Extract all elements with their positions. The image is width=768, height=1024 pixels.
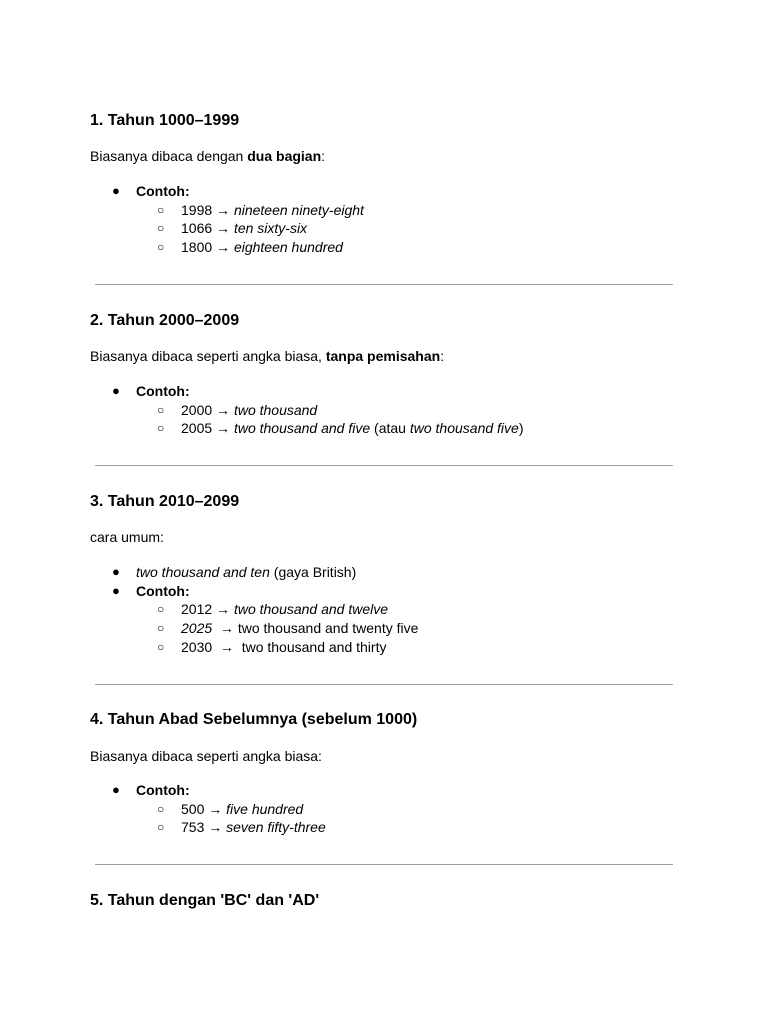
section-divider bbox=[95, 864, 673, 865]
bullet-circle-icon: ○ bbox=[157, 421, 165, 436]
bullet-list bbox=[90, 182, 364, 257]
example-reading: five hundred bbox=[226, 800, 304, 817]
list-item bbox=[90, 638, 418, 657]
section-intro: cara umum: bbox=[90, 529, 164, 545]
bullet-circle-icon: ○ bbox=[157, 801, 165, 816]
intro-emphasis: dua bagian bbox=[247, 148, 322, 164]
list-item bbox=[90, 238, 364, 257]
list-item bbox=[90, 582, 418, 657]
example-arrow: → bbox=[212, 620, 238, 637]
list-item bbox=[90, 781, 326, 837]
bullet-label: Contoh: bbox=[136, 383, 190, 399]
intro-emphasis: tanpa pemisahan bbox=[325, 348, 441, 364]
list-item bbox=[90, 182, 364, 257]
bullet-circle-icon: ○ bbox=[157, 820, 165, 835]
bullet-dot-icon: ● bbox=[112, 383, 120, 398]
example-year: 1998 → bbox=[181, 201, 234, 218]
section-intro bbox=[90, 147, 325, 165]
bullet-dot-icon: ● bbox=[112, 183, 120, 198]
section-divider bbox=[95, 465, 673, 466]
bullet-circle-icon: ○ bbox=[157, 602, 165, 617]
list-item bbox=[90, 401, 524, 420]
example-reading: two thousand bbox=[233, 401, 318, 418]
section-divider bbox=[95, 284, 673, 285]
example-year: 2005 → bbox=[181, 420, 234, 437]
list-item bbox=[90, 382, 524, 438]
section-intro bbox=[90, 347, 444, 365]
example-reading: seven fifty-three bbox=[226, 819, 326, 836]
list-item bbox=[90, 219, 364, 238]
bullet-circle-icon: ○ bbox=[157, 402, 165, 417]
example-reading: two thousand and twenty five bbox=[237, 620, 419, 637]
example-reading: two thousand and twelve bbox=[233, 601, 389, 618]
bullet-list bbox=[90, 563, 418, 657]
example-year: 753 → bbox=[181, 819, 227, 836]
intro-text: Biasanya dibaca seperti angka biasa, bbox=[90, 348, 326, 364]
example-year: 1066 → bbox=[181, 220, 234, 237]
bullet-italic-text: two thousand and ten bbox=[136, 564, 270, 580]
list-item bbox=[90, 201, 364, 220]
section-title: 5. Tahun dengan 'BC' dan 'AD' bbox=[90, 892, 320, 909]
section-title: 1. Tahun 1000–1999 bbox=[90, 112, 240, 129]
section-2 bbox=[90, 311, 690, 437]
list-item bbox=[90, 818, 326, 837]
list-item bbox=[90, 600, 418, 619]
section-title: 3. Tahun 2010–2099 bbox=[90, 493, 240, 510]
list-item bbox=[90, 800, 326, 819]
example-note-close: ) bbox=[518, 420, 524, 437]
example-year: 1800 → bbox=[181, 239, 234, 256]
section-5 bbox=[90, 891, 690, 911]
example-year: 2012 → bbox=[181, 601, 234, 618]
section-1 bbox=[90, 111, 690, 256]
bullet-circle-icon: ○ bbox=[157, 621, 165, 636]
list-item bbox=[90, 619, 418, 638]
bullet-dot-icon: ● bbox=[112, 564, 120, 579]
sub-list bbox=[90, 401, 524, 438]
example-year: 2025 bbox=[181, 620, 213, 637]
section-divider bbox=[95, 684, 673, 685]
example-reading: eighteen hundred bbox=[233, 239, 343, 256]
bullet-list bbox=[90, 781, 326, 837]
bullet-circle-icon: ○ bbox=[157, 221, 165, 236]
sub-list bbox=[90, 201, 364, 257]
intro-text: Biasanya dibaca dengan bbox=[90, 148, 248, 164]
example-note: (atau bbox=[370, 420, 410, 437]
sub-list bbox=[90, 600, 418, 656]
example-year: 500 → bbox=[181, 800, 227, 817]
list-item bbox=[90, 563, 418, 582]
example-year: 2030 → bbox=[181, 638, 242, 655]
section-title: 4. Tahun Abad Sebelumnya (sebelum 1000) bbox=[90, 711, 418, 728]
section-title: 2. Tahun 2000–2009 bbox=[90, 312, 240, 329]
bullet-circle-icon: ○ bbox=[157, 639, 165, 654]
sub-list bbox=[90, 800, 326, 837]
bullet-circle-icon: ○ bbox=[157, 202, 165, 217]
intro-punct: : bbox=[321, 148, 326, 164]
section-3 bbox=[90, 492, 690, 655]
bullet-list bbox=[90, 382, 524, 438]
bullet-label: Contoh: bbox=[136, 183, 190, 199]
bullet-label: Contoh: bbox=[136, 782, 190, 798]
list-item bbox=[90, 419, 524, 438]
bullet-text: (gaya British) bbox=[269, 564, 357, 580]
example-alt-reading: two thousand five bbox=[409, 420, 519, 437]
bullet-circle-icon: ○ bbox=[157, 240, 165, 255]
bullet-dot-icon: ● bbox=[112, 582, 120, 598]
intro-punct: : bbox=[440, 348, 445, 364]
example-reading: two thousand and five bbox=[233, 420, 371, 437]
section-intro: Biasanya dibaca seperti angka biasa: bbox=[90, 748, 322, 764]
example-reading: two thousand and thirty bbox=[241, 638, 387, 655]
example-reading: nineteen ninety-eight bbox=[233, 201, 364, 218]
bullet-dot-icon: ● bbox=[112, 782, 120, 797]
section-4 bbox=[90, 710, 690, 836]
example-year: 2000 → bbox=[181, 401, 234, 418]
example-reading: ten sixty-six bbox=[233, 220, 308, 237]
bullet-label: Contoh: bbox=[136, 582, 190, 599]
